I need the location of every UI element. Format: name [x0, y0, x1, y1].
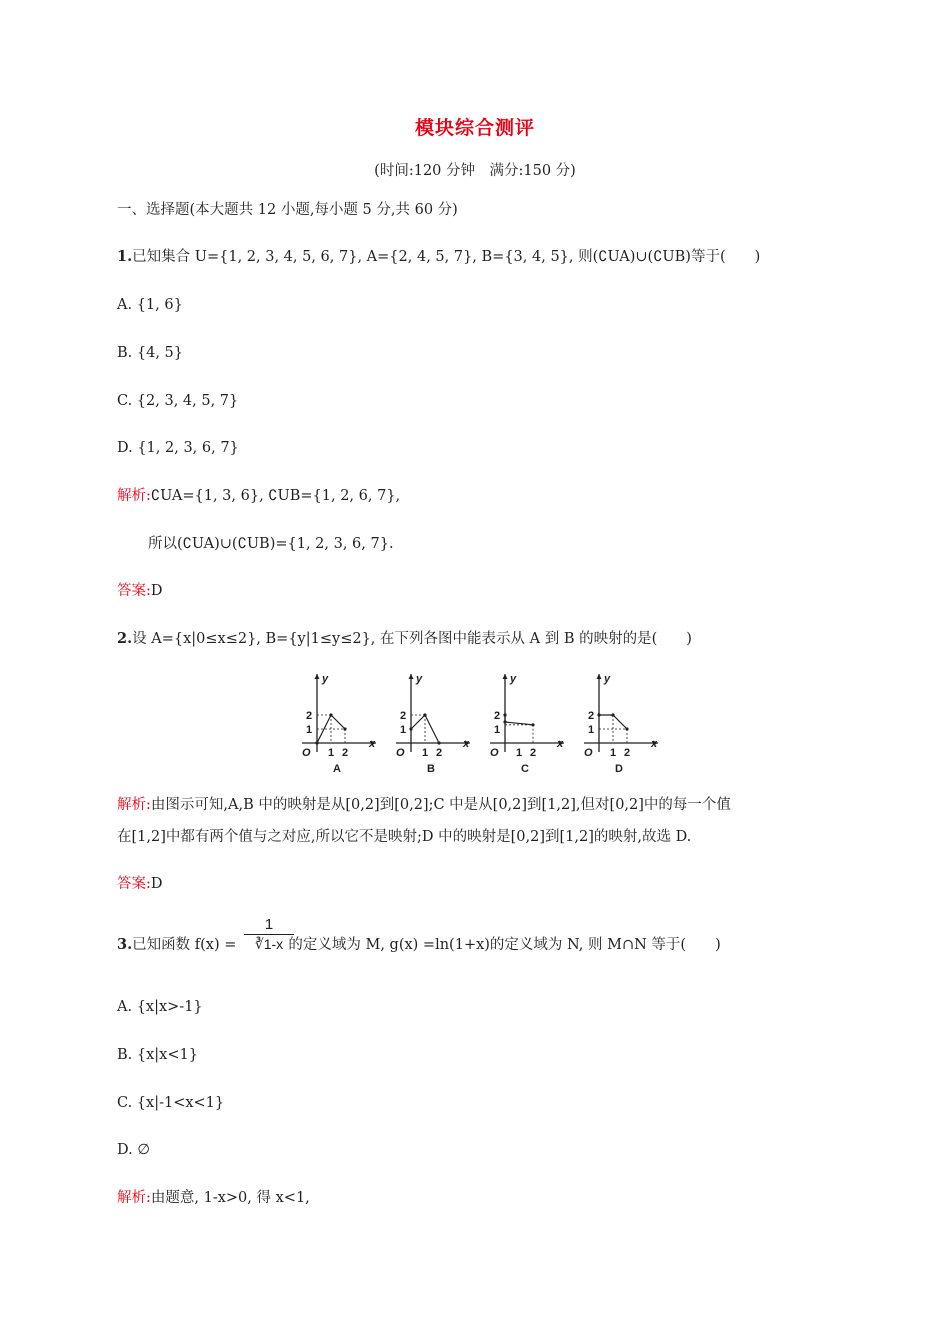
x-tick-label: 2 — [342, 747, 349, 759]
fraction-denominator: ∛1-x — [244, 934, 294, 953]
answer-label: 答案: — [117, 583, 151, 599]
data-point — [423, 713, 426, 716]
answer — [117, 581, 163, 601]
analysis-text: ∁UA={1, 3, 6}, ∁UB={1, 2, 6, 7}, — [150, 488, 401, 504]
x-tick-label: 2 — [624, 747, 631, 759]
x-tick-label: 1 — [610, 747, 617, 759]
y-tick-label: 1 — [494, 724, 501, 736]
exam-info: (时间:120 分钟 满分:150 分) — [374, 163, 576, 179]
x-tick-label: 1 — [422, 747, 429, 759]
data-point — [409, 727, 412, 730]
answer-value: D — [150, 583, 163, 599]
analysis — [117, 486, 400, 506]
y-arrow — [597, 674, 602, 679]
y-arrow — [503, 674, 508, 679]
analysis-label: 解析: — [117, 1190, 151, 1206]
question-1 — [117, 247, 760, 267]
answer — [117, 874, 163, 894]
x-tick-label: 1 — [516, 747, 523, 759]
data-point — [315, 741, 318, 744]
option-c: C. {x|-1<x<1} — [117, 1095, 225, 1111]
data-point — [329, 713, 332, 716]
question-3 — [117, 935, 721, 955]
x-axis-label: x — [369, 738, 376, 750]
data-point — [437, 741, 440, 744]
analysis-label: 解析: — [117, 488, 151, 504]
question-stem-start: 已知函数 f(x) = — [132, 937, 237, 953]
option-a: A. {x|x>-1} — [117, 999, 203, 1015]
data-point — [503, 713, 506, 716]
graph-label: D — [615, 763, 623, 775]
origin-label: O — [396, 747, 405, 759]
mapping-line — [599, 715, 627, 729]
analysis-continued: 在[1,2]中都有两个值与之对应,所以它不是映射;D 中的映射是[0,2]到[1,2]的映射,故选 D. — [117, 829, 692, 845]
graph-c — [480, 670, 570, 779]
y-tick-label: 1 — [306, 724, 313, 736]
question-stem: 设 A={x|0≤x≤2}, B={y|1≤y≤2}, 在下列各图中能表示从 A 到 B 的映射的是( ) — [132, 631, 692, 647]
analysis-text: 由图示可知,A,B 中的映射是从[0,2]到[0,2];C 中是从[0,2]到[1,2],但对[0,2]中的每一个值 — [150, 797, 731, 813]
option-c: C. {2, 3, 4, 5, 7} — [117, 393, 239, 409]
graph-label: B — [427, 763, 435, 775]
y-axis-label: y — [510, 673, 517, 685]
graph-label: A — [333, 763, 341, 775]
answer-value: D — [150, 876, 163, 892]
option-a: A. {1, 6} — [117, 297, 183, 313]
y-axis-label: y — [604, 673, 611, 685]
graph-svg — [386, 670, 476, 775]
data-point — [625, 727, 628, 730]
section-heading: 一、选择题(本大题共 12 小题,每小题 5 分,共 60 分) — [117, 202, 458, 218]
analysis — [117, 795, 731, 815]
y-axis-label: y — [416, 673, 423, 685]
question-2 — [117, 629, 692, 649]
option-b: B. {4, 5} — [117, 345, 183, 361]
data-point — [611, 713, 614, 716]
origin-label: O — [584, 747, 593, 759]
graph-d — [574, 670, 664, 779]
x-tick-label: 1 — [328, 747, 335, 759]
y-arrow — [315, 674, 320, 679]
y-tick-label: 2 — [588, 710, 595, 722]
graph-svg — [292, 670, 382, 775]
origin-label: O — [490, 747, 499, 759]
option-d: D. ∅ — [117, 1142, 150, 1158]
data-point — [531, 723, 534, 726]
question-stem: 已知集合 U={1, 2, 3, 4, 5, 6, 7}, A={2, 4, 5, 7}, B={3, 4, 5}, 则(∁UA)∪(∁UB)等于( ) — [132, 249, 761, 265]
option-d: D. {1, 2, 3, 6, 7} — [117, 440, 239, 456]
analysis-text: 由题意, 1-x>0, 得 x<1, — [150, 1190, 310, 1206]
y-axis-label: y — [322, 673, 329, 685]
x-tick-label: 2 — [530, 747, 537, 759]
x-axis-label: x — [463, 738, 470, 750]
graph-a — [292, 670, 382, 779]
question-number: 2. — [117, 630, 133, 647]
question-number: 3. — [117, 936, 133, 953]
x-axis-label: x — [557, 738, 564, 750]
question-stem-end: 的定义域为 M, g(x) =ln(1+x)的定义域为 N, 则 M∩N 等于( ) — [288, 937, 721, 953]
graph-b — [386, 670, 476, 779]
data-point — [503, 720, 506, 723]
analysis-continued: 所以(∁UA)∪(∁UB)={1, 2, 3, 6, 7}. — [148, 536, 394, 552]
y-arrow — [409, 674, 414, 679]
y-tick-label: 2 — [306, 710, 313, 722]
data-point — [343, 727, 346, 730]
question-number: 1. — [117, 248, 133, 265]
x-tick-label: 2 — [436, 747, 443, 759]
origin-label: O — [302, 747, 311, 759]
analysis — [117, 1188, 310, 1208]
graph-svg — [480, 670, 570, 775]
y-tick-label: 1 — [588, 724, 595, 736]
analysis-label: 解析: — [117, 797, 151, 813]
answer-label: 答案: — [117, 876, 151, 892]
y-tick-label: 2 — [494, 710, 501, 722]
graph-label: C — [521, 763, 529, 775]
y-tick-label: 1 — [400, 724, 407, 736]
fraction — [244, 916, 294, 953]
option-b: B. {x|x<1} — [117, 1047, 198, 1063]
graph-svg — [574, 670, 664, 775]
fraction-numerator: 1 — [264, 916, 274, 933]
page-title: 模块综合测评 — [414, 117, 535, 139]
x-axis-label: x — [651, 738, 658, 750]
y-tick-label: 2 — [400, 710, 407, 722]
mapping-line — [505, 715, 533, 725]
